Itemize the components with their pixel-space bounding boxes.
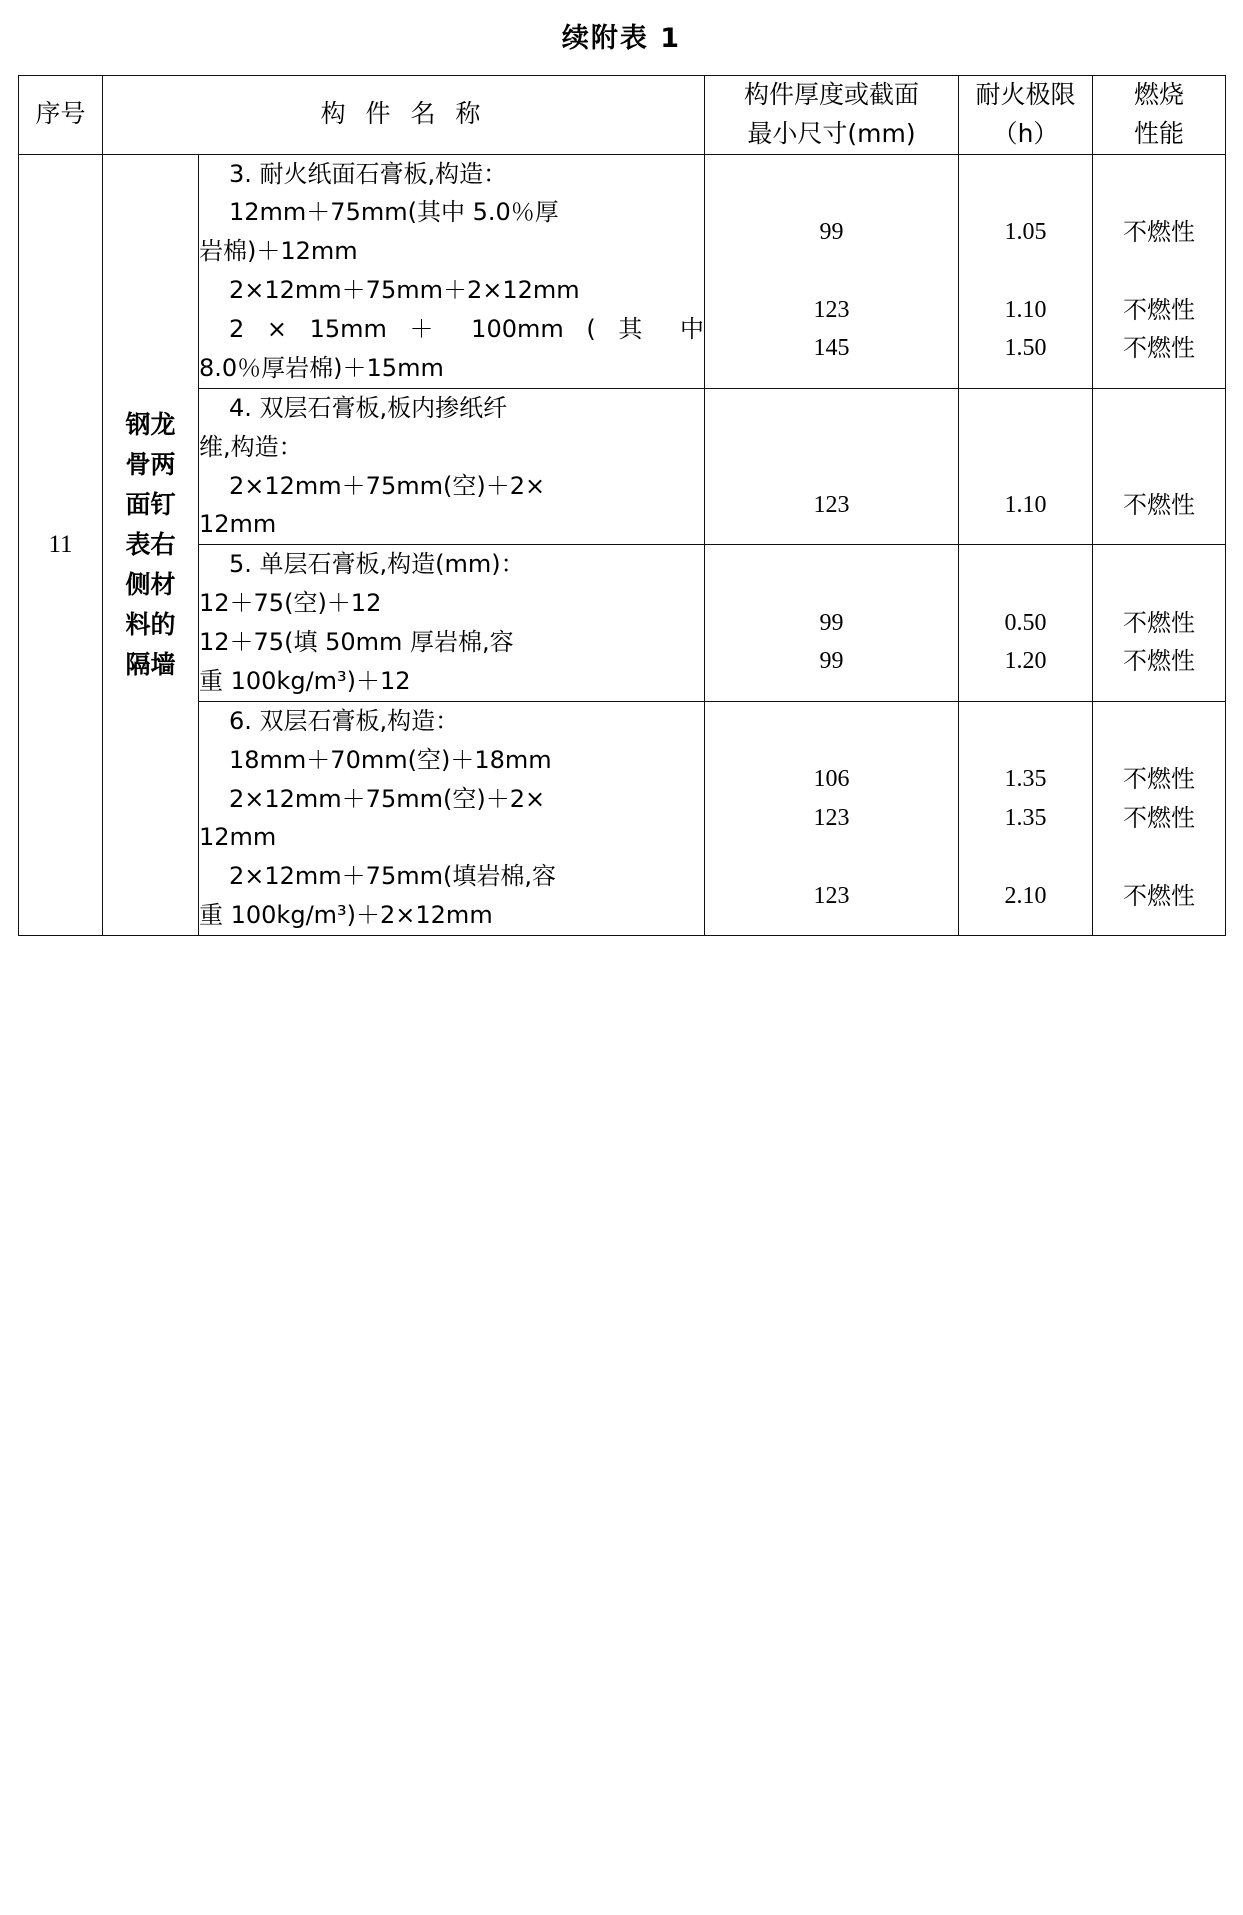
category-line: 料的	[125, 609, 176, 639]
header-name	[103, 76, 705, 155]
desc-line: 2×12mm＋75mm(空)＋2×	[229, 784, 546, 813]
thickness-values	[705, 701, 959, 935]
header-seq: 序号	[19, 76, 103, 155]
header-limit-line2: （h）	[992, 118, 1059, 148]
header-burn-line2: 性能	[1133, 118, 1184, 148]
category-line: 骨两	[125, 449, 176, 479]
table-body	[19, 154, 1226, 936]
thickness-value: 106	[813, 766, 850, 793]
burning-values	[1093, 701, 1226, 935]
header-thickness-line2: 最小尺寸(mm)	[747, 118, 916, 148]
burn-value: 不燃性	[1123, 295, 1195, 324]
category-line: 表右	[125, 529, 176, 559]
desc-line: 3. 耐火纸面石膏板,构造：	[229, 159, 508, 188]
fire-resistance-table	[18, 75, 1226, 936]
page-title: 续附表 1	[561, 23, 682, 54]
limit-value: 0.50	[1004, 609, 1047, 636]
header-limit-line1: 耐火极限	[975, 80, 1076, 109]
desc-line: 重 100kg/m³)＋2×12mm	[199, 901, 493, 930]
desc-line: 8.0％厚岩棉)＋15mm	[199, 353, 444, 382]
table-row	[19, 545, 1226, 702]
thickness-value: 123	[813, 296, 850, 323]
limit-value: 2.10	[1004, 882, 1047, 909]
burn-value: 不燃性	[1123, 490, 1195, 519]
category-line: 面钉	[125, 489, 176, 519]
header-thickness	[705, 76, 959, 155]
limit-value: 1.35	[1004, 804, 1047, 831]
desc-line: 6. 双层石膏板,构造：	[229, 706, 460, 735]
burning-values	[1093, 388, 1226, 545]
burning-values	[1093, 154, 1226, 388]
limit-value: 1.05	[1004, 218, 1047, 245]
thickness-value: 123	[813, 491, 850, 518]
limit-value: 1.35	[1004, 766, 1047, 793]
burning-values	[1093, 545, 1226, 702]
thickness-value: 99	[819, 218, 844, 245]
header-thickness-line1: 构件厚度或截面	[743, 80, 919, 109]
document-page	[0, 16, 1243, 1915]
desc-line: 5. 单层石膏板,构造(mm)：	[229, 550, 525, 579]
desc-line: 12＋75(空)＋12	[199, 589, 382, 618]
desc-line: 岩棉)＋12mm	[199, 237, 358, 266]
row-sequence-number: 11	[19, 154, 103, 936]
thickness-value: 123	[813, 882, 850, 909]
burn-value: 不燃性	[1123, 765, 1195, 794]
desc-line: 重 100kg/m³)＋12	[199, 666, 411, 695]
burn-value: 不燃性	[1123, 217, 1195, 246]
burn-value: 不燃性	[1123, 647, 1195, 676]
burn-value: 不燃性	[1123, 881, 1195, 910]
thickness-value: 99	[819, 648, 844, 675]
burn-value: 不燃性	[1123, 803, 1195, 832]
component-description	[199, 388, 705, 545]
desc-line: 2×12mm＋75mm(填岩棉,容	[229, 862, 556, 891]
fire-limit-values	[959, 701, 1093, 935]
fire-limit-values	[959, 154, 1093, 388]
table-header-row	[19, 76, 1226, 155]
fire-limit-values	[959, 388, 1093, 545]
desc-line: 18mm＋70mm(空)＋18mm	[229, 745, 552, 774]
fire-limit-values	[959, 545, 1093, 702]
header-burning	[1093, 76, 1226, 155]
desc-line: 12mm	[199, 823, 277, 852]
component-description	[199, 154, 705, 388]
table-row	[19, 388, 1226, 545]
desc-line: 12mm＋75mm(其中 5.0％厚	[229, 198, 559, 227]
thickness-values	[705, 545, 959, 702]
row-category-label	[103, 154, 199, 936]
thickness-values	[705, 388, 959, 545]
burn-value: 不燃性	[1123, 334, 1195, 363]
desc-line: 12＋75(填 50mm 厚岩棉,容	[199, 628, 514, 656]
limit-value: 1.50	[1004, 335, 1047, 362]
desc-line: 12mm	[199, 510, 277, 539]
limit-value: 1.20	[1004, 648, 1047, 675]
category-line: 钢龙	[125, 409, 176, 439]
table-header	[19, 76, 1226, 155]
header-name-text: 构 件 名 称	[320, 99, 487, 129]
limit-value: 1.10	[1004, 491, 1047, 518]
desc-line: 维,构造：	[199, 432, 303, 461]
category-line: 隔墙	[125, 649, 176, 679]
limit-value: 1.10	[1004, 296, 1047, 323]
component-description	[199, 545, 705, 702]
thickness-value: 99	[819, 609, 844, 636]
desc-line: 2×12mm＋75mm＋2×12mm	[229, 276, 580, 305]
thickness-value: 123	[813, 804, 850, 831]
component-description	[199, 701, 705, 935]
thickness-value: 145	[813, 335, 850, 362]
table-row	[19, 701, 1226, 935]
table-row	[19, 154, 1226, 388]
burn-value: 不燃性	[1123, 608, 1195, 637]
category-line: 侧材	[125, 569, 176, 599]
desc-line: 2×12mm＋75mm(空)＋2×	[229, 471, 546, 500]
header-burn-line1: 燃烧	[1133, 80, 1184, 109]
desc-line: 2 × 15mm ＋ 100mm ( 其 中	[229, 315, 704, 343]
header-fire-limit	[959, 76, 1093, 155]
desc-line: 4. 双层石膏板,板内掺纸纤	[229, 393, 508, 422]
thickness-values	[705, 154, 959, 388]
